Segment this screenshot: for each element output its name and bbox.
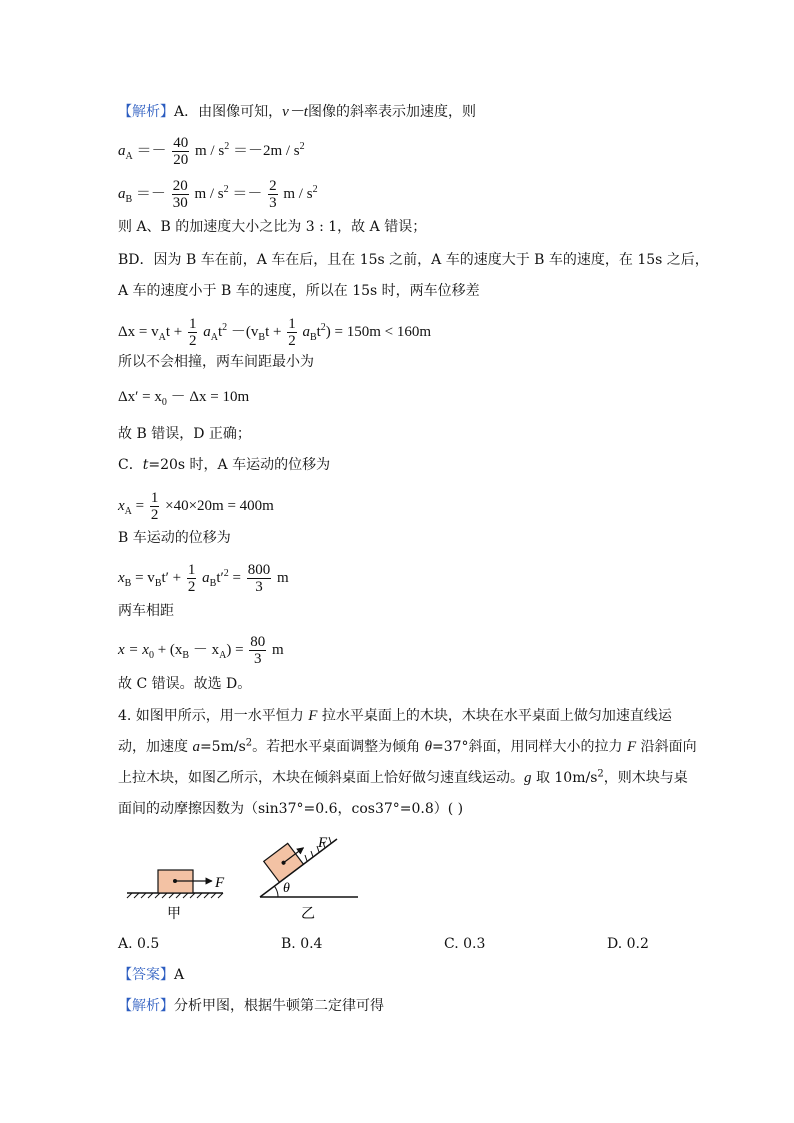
analysis-line: [118, 996, 384, 1016]
equation-delta-x: $\Delta x = v_At$ + $\frac{1}{2}$ $a_At^2 -(v_Bt$ + $\frac{1}{2}$ $a_Bt^2) = 150m < 160m$: [118, 316, 432, 349]
analysis-tag-2: 【解析】: [118, 998, 174, 1014]
q4-line-3: 上拉木块，如图乙所示，木块在倾斜桌面上恰好做匀速直线运动。g 取 $10m/s^2$，则木块与桌: [118, 768, 688, 786]
caption-right: 乙: [301, 906, 315, 922]
equation-xA: $x_A$ = $\frac{1}{2}$ ×40×20m = 400m: [118, 490, 274, 523]
option-c[interactable]: C. 0.3: [444, 936, 486, 952]
bd-line-2: A 车的速度小于 B 车的速度，所以在 15s 时，两车位移差: [118, 283, 480, 299]
force-label-left: F: [215, 875, 225, 891]
equation-aA: $a_A$ ＝－ $\frac{40}{20}$ $m / s^2 =-2m / s^2$: [118, 135, 305, 168]
intro-text: A．由图像可知，: [174, 104, 283, 120]
analysis-tag: 【解析】: [118, 104, 174, 120]
equation-x: $x = x_0 + (x_B - x_A)$ = $\frac{80}{3}$ m: [118, 634, 284, 667]
b-move-line: B 车运动的位移为: [118, 530, 231, 546]
equation-min-distance: $\Delta x' = x_0 - \Delta x = 10m$: [118, 389, 250, 408]
ratio-line: 则 A、B 的加速度大小之比为 3 : 1，故 A 错误；: [118, 219, 427, 235]
option-b[interactable]: B. 0.4: [281, 936, 323, 952]
no-collide-line: 所以不会相撞，两车间距最小为: [118, 354, 314, 370]
answer-tag: 【答案】: [118, 967, 174, 983]
q4-line-2: 动，加速度 $a=5m/s^2$。若把水平桌面调整为倾角 θ=37°斜面，用同样大小的拉力 F 沿斜面向: [118, 737, 697, 755]
figure-left-horizontal: [127, 870, 225, 922]
analysis-text: 分析甲图，根据牛顿第二定律可得: [174, 998, 384, 1014]
q4-line-4: 面间的动摩擦因数为（sin37°=0.6，cos37°=0.8）( ): [118, 801, 464, 817]
figure-right-incline: [260, 835, 358, 922]
block-incline: [264, 837, 312, 882]
q4-figure: [115, 825, 375, 925]
c-line: C．t=20s 时，A 车运动的位移为: [118, 457, 331, 473]
answer-value: A: [174, 967, 185, 983]
q4-line-1: 4. 如图甲所示，用一水平恒力 F 拉水平桌面上的木块，木块在水平桌面上做匀加速直线运: [118, 708, 672, 724]
caption-left: 甲: [167, 906, 181, 922]
answer-line: [118, 965, 184, 985]
bd-line-1: BD．因为 B 车在前，A 车在后，且在 15s 之前，A 车的速度大于 B 车的速度，在 15s 之后，: [118, 252, 709, 268]
equation-xB: $x_B = v_Bt'$ + $\frac{1}{2}$ $a_Bt'^2$ = $\frac{800}{3}$ m: [118, 562, 289, 595]
conclusion-bd: 故 B 错误，D 正确；: [118, 426, 251, 442]
vt-symbol: v－t: [282, 104, 308, 120]
angle-arc: [274, 886, 278, 897]
equation-aB: $a_B$ ＝－ $\frac{20}{30}$ m / $s^2$ ＝－ $\frac{2}{3}$ m / $s^2$: [118, 178, 318, 211]
intro-rest: 图像的斜率表示加速度，则: [307, 104, 476, 120]
option-d[interactable]: D. 0.2: [607, 936, 649, 952]
analysis-intro: [118, 102, 476, 122]
angle-label: θ: [283, 881, 290, 896]
option-a[interactable]: A. 0.5: [118, 936, 160, 952]
force-label-right: F: [318, 835, 328, 851]
distance-line: 两车相距: [118, 603, 174, 619]
conclusion-c: 故 C 错误。故选 D。: [118, 676, 252, 692]
